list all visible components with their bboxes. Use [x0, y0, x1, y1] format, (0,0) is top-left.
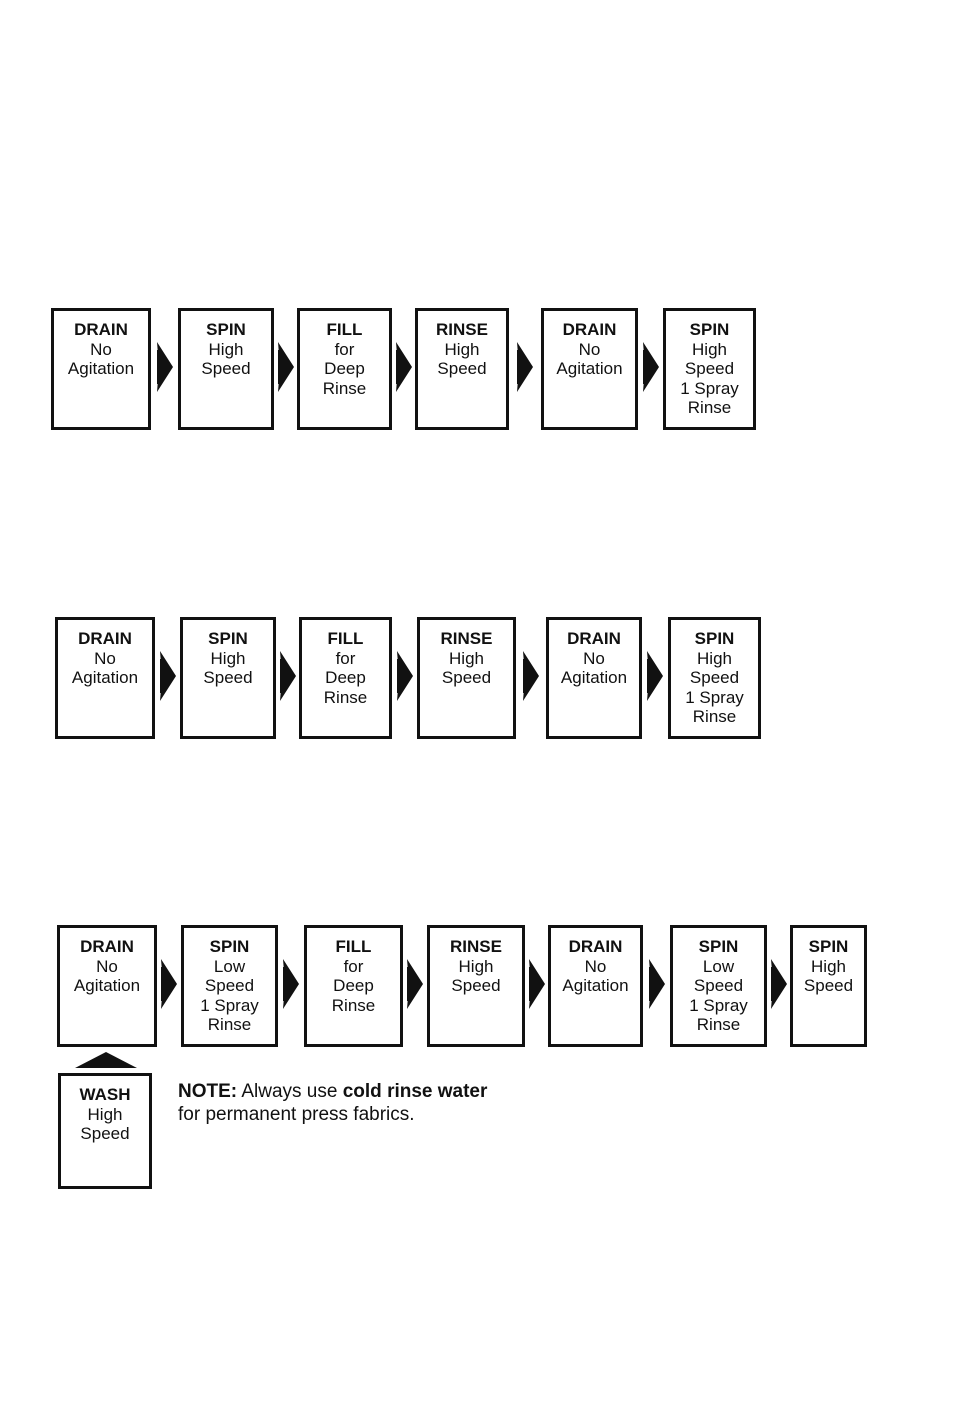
step-title: DRAIN: [567, 629, 621, 648]
step-line: Agitation: [556, 359, 623, 378]
step-line: High: [811, 956, 846, 976]
step-drain-no-agitation: [546, 617, 642, 739]
step-title: RINSE: [436, 320, 488, 339]
step-line: High: [449, 648, 484, 668]
step-line: Rinse: [687, 398, 732, 417]
step-line: Agitation: [67, 359, 135, 378]
right-arrow-icon: [277, 336, 295, 398]
step-title: SPIN: [694, 629, 735, 648]
step-line: Low: [213, 956, 246, 976]
step-title: SPIN: [206, 320, 246, 339]
step-line: Speed: [201, 359, 251, 378]
step-line: High: [692, 339, 727, 359]
step-line: Speed: [451, 976, 501, 995]
step-line: Speed: [80, 1124, 130, 1143]
step-line: High: [444, 339, 480, 359]
step-line: High: [697, 648, 732, 668]
step-title: DRAIN: [562, 320, 617, 339]
step-line: Low: [702, 956, 735, 976]
step-line: for: [335, 648, 356, 668]
step-title: SPIN: [689, 320, 730, 339]
step-title: DRAIN: [74, 320, 128, 339]
right-arrow-icon: [396, 645, 414, 707]
step-line: Deep: [325, 668, 366, 687]
step-spin-high-speed-1-spray-rinse: [668, 617, 761, 739]
step-fill-for-deep-rinse: [299, 617, 392, 739]
right-arrow-icon: [528, 953, 546, 1015]
note-text-b: for permanent press fabrics.: [178, 1104, 415, 1125]
step-line: Speed: [689, 668, 740, 687]
step-line: Rinse: [207, 1015, 252, 1034]
step-title: FILL: [327, 629, 364, 648]
step-title: DRAIN: [80, 937, 134, 956]
note-bold-text: cold rinse water: [342, 1081, 488, 1102]
step-line: for: [334, 339, 355, 359]
step-line: High: [458, 956, 494, 976]
step-line: No: [578, 339, 601, 359]
step-line: 1 Spray: [685, 687, 744, 707]
right-arrow-icon: [642, 336, 660, 398]
step-line: Agitation: [71, 668, 139, 687]
step-line: Agitation: [560, 668, 628, 687]
step-drain-no-agitation: [55, 617, 155, 739]
step-title: SPIN: [209, 937, 250, 956]
right-arrow-icon: [282, 953, 300, 1015]
step-rinse-high-speed: [427, 925, 525, 1047]
step-line: Rinse: [692, 707, 737, 726]
right-arrow-icon: [279, 645, 297, 707]
step-line: High: [210, 648, 246, 668]
step-line: for: [343, 956, 364, 976]
step-line: No: [90, 339, 112, 359]
step-title: RINSE: [440, 629, 493, 648]
step-line: No: [96, 956, 118, 976]
step-line: Speed: [693, 976, 744, 995]
step-fill-for-deep-rinse: [304, 925, 403, 1047]
step-title: FILL: [335, 937, 372, 956]
step-line: Rinse: [696, 1015, 741, 1034]
step-line: Agitation: [562, 976, 629, 995]
step-rinse-high-speed: [417, 617, 516, 739]
step-spin-high-speed: [178, 308, 274, 430]
step-title: SPIN: [808, 937, 849, 956]
step-line: Speed: [684, 359, 735, 378]
step-line: Speed: [441, 668, 492, 687]
step-drain-no-agitation: [51, 308, 151, 430]
step-line: 1 Spray: [680, 378, 739, 398]
step-title: WASH: [79, 1085, 131, 1104]
right-arrow-icon: [406, 953, 424, 1015]
step-title: SPIN: [208, 629, 248, 648]
step-line: Speed: [803, 976, 854, 995]
step-title: FILL: [326, 320, 363, 339]
step-title: RINSE: [450, 937, 502, 956]
step-title: DRAIN: [78, 629, 132, 648]
step-title: DRAIN: [568, 937, 623, 956]
step-line: Deep: [324, 359, 365, 378]
step-drain-no-agitation: [57, 925, 157, 1047]
step-line: Rinse: [322, 378, 367, 398]
step-line: Rinse: [323, 687, 368, 707]
step-rinse-high-speed: [415, 308, 509, 430]
step-spin-high-speed-1-spray-rinse: [663, 308, 756, 430]
step-line: Rinse: [331, 995, 376, 1015]
right-arrow-icon: [522, 645, 540, 707]
right-arrow-icon: [156, 336, 174, 398]
step-line: No: [583, 648, 605, 668]
right-arrow-icon: [159, 645, 177, 707]
step-line: Speed: [437, 359, 487, 378]
step-line: High: [208, 339, 244, 359]
step-line: High: [87, 1104, 123, 1124]
step-line: 1 Spray: [200, 995, 259, 1015]
step-line: Speed: [203, 668, 253, 687]
step-spin-low-speed-1-spray-rinse: [181, 925, 278, 1047]
right-arrow-icon: [770, 953, 788, 1015]
note-label: NOTE:: [178, 1081, 238, 1102]
right-arrow-icon: [395, 336, 413, 398]
step-drain-no-agitation: [548, 925, 643, 1047]
right-arrow-icon: [160, 953, 178, 1015]
note-text-a: Always use: [241, 1081, 338, 1102]
step-spin-low-speed-1-spray-rinse: [670, 925, 767, 1047]
step-line: No: [584, 956, 607, 976]
step-spin-high-speed: [790, 925, 867, 1047]
step-line: Deep: [333, 976, 374, 995]
step-title: SPIN: [698, 937, 739, 956]
step-line: No: [94, 648, 116, 668]
step-drain-no-agitation: [541, 308, 638, 430]
step-spin-high-speed: [180, 617, 276, 739]
right-arrow-icon: [648, 953, 666, 1015]
right-arrow-icon: [516, 336, 534, 398]
right-arrow-icon: [646, 645, 664, 707]
step-line: Speed: [204, 976, 255, 995]
step-wash-high-speed: [58, 1073, 152, 1189]
permanent-press-note: [178, 1080, 487, 1126]
step-line: Agitation: [73, 976, 141, 995]
step-line: 1 Spray: [689, 995, 748, 1015]
up-arrow-icon: [75, 1052, 137, 1068]
step-fill-for-deep-rinse: [297, 308, 392, 430]
